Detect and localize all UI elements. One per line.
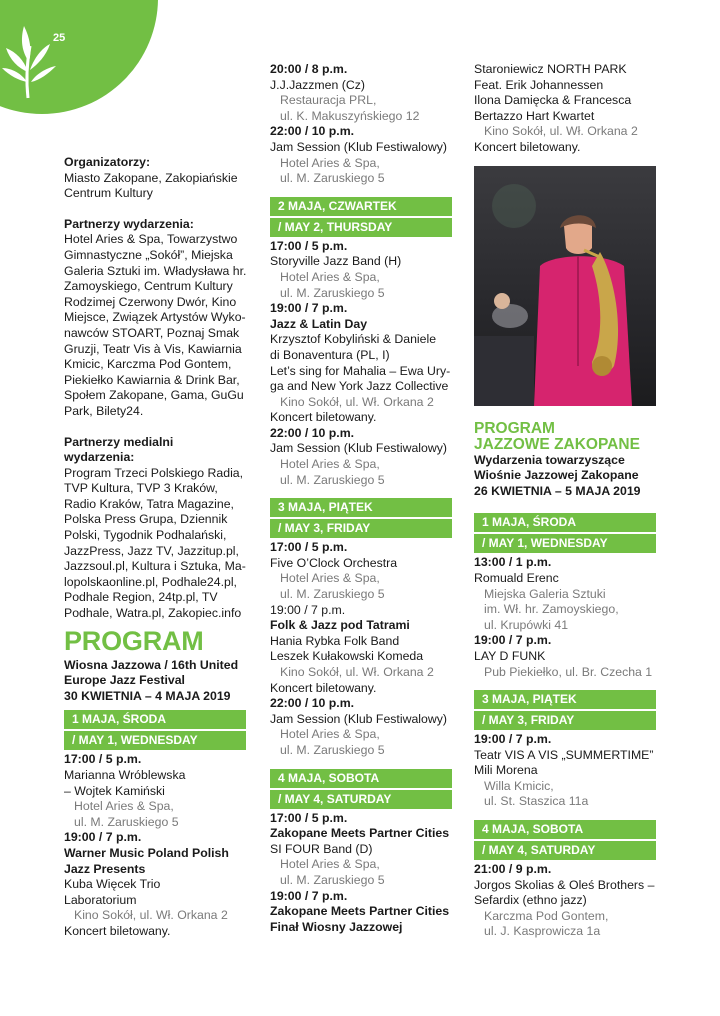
day-header-en: / MAY 4, SATURDAY: [474, 841, 656, 860]
column-left: [64, 155, 254, 940]
event-venue: Karczma Pod Gontem,: [484, 908, 609, 923]
event-venue: ul. J. Kasprowicza 1a: [484, 924, 601, 939]
day-header-en: / MAY 1, WEDNESDAY: [64, 731, 246, 750]
event-performer: Romuald Erenc: [474, 570, 559, 585]
festival-subtitle: [64, 658, 254, 705]
event-time: 17:00 / 5 p.m.: [64, 752, 142, 767]
event-time: 21:00 / 9 p.m.: [474, 862, 552, 877]
event-title: Folk & Jazz pod Tatrami: [270, 618, 410, 633]
partners-text: [64, 232, 254, 419]
event-list: [474, 732, 664, 810]
saxophonist-photo: [474, 166, 656, 406]
event-venue: Kino Sokół, ul. Wł. Orkana 2: [280, 394, 434, 409]
event-list: [64, 752, 254, 939]
day-header: [270, 498, 452, 538]
column-middle: [270, 62, 460, 935]
program-jazz-zakopane-heading: [474, 421, 664, 453]
day-header: [474, 820, 656, 860]
event-item: [474, 633, 664, 680]
text-line: Galeria Sztuki im. Władysława hr.: [64, 263, 247, 278]
text-line: Kino Sokół, ul. Wł. Orkana 2: [484, 124, 638, 139]
text-line: Społem Zakopane, Gama, GuGu: [64, 388, 244, 403]
text-line: Hotel Aries & Spa, Towarzystwo: [64, 232, 238, 247]
event-venue: Hotel Aries & Spa,: [74, 799, 174, 814]
event-performer: Five O’Clock Orchestra: [270, 555, 398, 570]
text-line: Program Trzeci Polskiego Radia,: [64, 465, 244, 480]
text-line: Wiosna Jazzowa / 16th United: [64, 657, 239, 672]
text-line: Staroniewicz NORTH PARK: [474, 62, 627, 76]
event-venue: ul. M. Zaruskiego 5: [280, 872, 385, 887]
event-list: [270, 811, 460, 936]
event-venue: Hotel Aries & Spa,: [280, 571, 380, 586]
event-venue: ul. Krupówki 41: [484, 617, 569, 632]
text-line: Rodzimej Czerwony Dwór, Kino: [64, 294, 237, 309]
text-line: Europe Jazz Festival: [64, 673, 185, 688]
text-line: Wydarzenia towarzyszące: [474, 452, 625, 467]
event-venue: ul. M. Zaruskiego 5: [280, 285, 385, 300]
event-time: 19:00 / 7 p.m.: [270, 602, 346, 617]
event-item: [474, 862, 664, 940]
ticket-note: Koncert biletowany.: [270, 680, 377, 695]
event-performer: Teatr VIS A VIS „SUMMERTIME”: [474, 747, 654, 762]
text-line: Piekiełko Kawiarnia & Drink Bar,: [64, 372, 240, 387]
event-title: Zakopane Meets Partner Cities: [270, 904, 450, 919]
day-header: [270, 197, 452, 237]
day-header-en: / MAY 1, WEDNESDAY: [474, 534, 656, 553]
text-line: Podhale, Watra.pl, Zakopiec.info: [64, 606, 242, 621]
event-venue: Willa Kmicic,: [484, 778, 554, 793]
event-performer: Jam Session (Klub Festiwalowy): [270, 441, 447, 456]
event-item: [270, 696, 460, 758]
event-item: [64, 830, 254, 939]
event-performer: Laboratorium: [64, 892, 137, 907]
event-list: [474, 555, 664, 680]
day-header-en: / MAY 3, FRIDAY: [474, 711, 656, 730]
event-performer: Storyville Jazz Band (H): [270, 254, 402, 269]
event-performer: di Bonaventura (PL, I): [270, 347, 390, 362]
text-line: Gimnastyczne „Sokół”, Miejska: [64, 247, 233, 262]
event-time: 20:00 / 8 p.m.: [270, 62, 348, 76]
event-performer: Jorgos Skolias & Oleś Brothers –: [474, 877, 655, 892]
text-line: nawców STOART, Poznaj Smak: [64, 325, 240, 340]
event-list: [270, 239, 460, 489]
text-line: Koncert biletowany.: [474, 139, 581, 154]
text-line: Polska Press Grupa, Dziennik: [64, 512, 228, 527]
event-performer: Marianna Wróblewska: [64, 768, 186, 782]
event-performer: Jam Session (Klub Festiwalowy): [270, 139, 447, 154]
text-line: Partnerzy medialni: [64, 434, 174, 449]
event-list: [474, 862, 664, 940]
event-title: Finał Wiosny Jazzowej: [270, 919, 403, 934]
day-header-pl: 4 MAJA, SOBOTA: [474, 820, 656, 839]
event-time: 13:00 / 1 p.m.: [474, 555, 552, 570]
text-line: PROGRAM: [474, 419, 555, 437]
text-line: Polski, Tygodnik Podhalański,: [64, 528, 227, 543]
event-venue: im. Wł. hr. Zamoyskiego,: [484, 602, 619, 617]
event-time: 19:00 / 7 p.m.: [270, 888, 348, 903]
event-performer: LAY D FUNK: [474, 648, 546, 663]
ticket-note: Koncert biletowany.: [64, 923, 171, 938]
text-line: Jazzsoul.pl, Kultura i Sztuka, Ma-: [64, 559, 246, 574]
text-line: JazzPress, Jazz TV, Jazzitup.pl,: [64, 543, 239, 558]
event-item: [270, 540, 460, 602]
event-venue: [474, 124, 664, 140]
event-item: [270, 603, 460, 697]
event-list: [270, 540, 460, 758]
event-venue: ul. K. Makuszyńskiego 12: [280, 108, 420, 123]
program-heading: PROGRAM: [64, 625, 204, 656]
text-line: Gruzji, Teatr Vis à Vis, Kawiarnia: [64, 341, 242, 356]
text-line: Centrum Kultury: [64, 186, 153, 201]
event-item: [270, 124, 460, 186]
ticket-note: Koncert biletowany.: [270, 410, 377, 425]
event-venue: Restauracja PRL,: [280, 93, 377, 108]
event-venue: ul. M. Zaruskiego 5: [280, 742, 385, 757]
event-performer: Kuba Więcek Trio: [64, 877, 161, 892]
day-header: [474, 690, 656, 730]
day-header: [474, 513, 656, 553]
leaf-logo-icon: [0, 22, 58, 102]
text-line: Radio Kraków, Tatra Magazine,: [64, 496, 234, 511]
text-line: lopolskaonline.pl, Podhale24.pl,: [64, 574, 237, 589]
day-header-pl: 3 MAJA, PIĄTEK: [474, 690, 656, 709]
event-list: [270, 62, 460, 187]
program-jazz-zakopane-subtitle: [474, 453, 664, 500]
text-line: JAZZOWE ZAKOPANE: [474, 435, 640, 453]
text-line: Kmicic, Karczma Pod Gontem,: [64, 357, 232, 372]
event-venue: ul. M. Zaruskiego 5: [280, 587, 385, 602]
organizers-text: [64, 171, 254, 202]
text-line: Ilona Damięcka & Francesca: [474, 93, 632, 108]
day-header-pl: 2 MAJA, CZWARTEK: [270, 197, 452, 216]
event-time: 19:00 / 7 p.m.: [64, 830, 142, 845]
event-title: Zakopane Meets Partner Cities: [270, 826, 450, 841]
event-performer: – Wojtek Kamiński: [64, 783, 165, 798]
day-sections: [270, 197, 460, 936]
event-title: Jazz Presents: [64, 861, 146, 876]
event-venue: Kino Sokół, ul. Wł. Orkana 2: [74, 908, 228, 923]
event-item: [474, 732, 664, 810]
event-time: 22:00 / 10 p.m.: [270, 425, 355, 440]
event-performer: Krzysztof Kobyliński & Daniele: [270, 332, 437, 347]
event-venue: ul. M. Zaruskiego 5: [74, 814, 179, 829]
event-item: [270, 301, 460, 426]
event-title: Warner Music Poland Polish: [64, 845, 229, 860]
text-line: Park, Bilety24.: [64, 403, 144, 418]
partners-title: Partnerzy wydarzenia:: [64, 216, 194, 231]
page-number: 25: [53, 32, 66, 44]
event-item: [270, 811, 460, 889]
event-venue: ul. M. Zaruskiego 5: [280, 171, 385, 186]
media-partners-title: [64, 435, 254, 466]
event-venue: Hotel Aries & Spa,: [280, 857, 380, 872]
event-performer: Mili Morena: [474, 763, 538, 778]
event-item: [270, 239, 460, 301]
day-header-en: / MAY 2, THURSDAY: [270, 218, 452, 237]
event-item: [270, 62, 460, 124]
event-time: 19:00 / 7 p.m.: [270, 301, 348, 316]
event-venue: Hotel Aries & Spa,: [280, 727, 380, 742]
event-item: [270, 889, 460, 936]
day-header: [270, 769, 452, 809]
event-performer: ga and New York Jazz Collective: [270, 379, 449, 394]
event-venue: Hotel Aries & Spa,: [280, 155, 380, 170]
day-header-pl: 1 MAJA, ŚRODA: [64, 710, 246, 729]
event-venue: Pub Piekiełko, ul. Br. Czecha 1: [484, 664, 653, 679]
event-item: [270, 426, 460, 488]
text-line: 30 KWIETNIA – 4 MAJA 2019: [64, 688, 231, 703]
event-performer: Let’s sing for Mahalia – Ewa Ury-: [270, 363, 451, 378]
event-item: [474, 555, 664, 633]
text-line: Feat. Erik Johannessen: [474, 77, 604, 92]
organizers-title: Organizatorzy:: [64, 155, 151, 169]
day-header-en: / MAY 3, FRIDAY: [270, 519, 452, 538]
event-time: 17:00 / 5 p.m.: [270, 540, 348, 555]
media-partners-text: [64, 466, 254, 622]
event-venue: Kino Sokół, ul. Wł. Orkana 2: [280, 665, 434, 679]
day-header-pl: 4 MAJA, SOBOTA: [270, 769, 452, 788]
event-time: 22:00 / 10 p.m.: [270, 124, 355, 139]
event-title: Jazz & Latin Day: [270, 316, 368, 331]
event-time: 22:00 / 10 p.m.: [270, 696, 355, 711]
event-venue: Hotel Aries & Spa,: [280, 269, 380, 284]
ticket-note: [474, 140, 664, 156]
text-line: Miejsce, Związek Artystów Wyko-: [64, 310, 246, 325]
text-line: Zamoyskiego, Centrum Kultury: [64, 279, 233, 294]
text-line: 26 KWIETNIA – 5 MAJA 2019: [474, 483, 641, 498]
event-performer: J.J.Jazzmen (Cz): [270, 77, 365, 92]
text-line: Podhale Region, 24tp.pl, TV: [64, 590, 218, 605]
day-header-en: / MAY 4, SATURDAY: [270, 790, 452, 809]
event-venue: ul. M. Zaruskiego 5: [280, 472, 385, 487]
text-line: Miasto Zakopane, Zakopiańskie: [64, 170, 238, 185]
top-lines: [474, 62, 664, 124]
text-line: Wiośnie Jazzowej Zakopane: [474, 468, 639, 483]
event-performer: Leszek Kułakowski Komeda: [270, 649, 424, 664]
text-line: TVP Kultura, TVP 3 Kraków,: [64, 481, 218, 496]
event-performer: Hania Rybka Folk Band: [270, 633, 400, 648]
event-performer: Sefardix (ethno jazz): [474, 893, 587, 908]
event-venue: Hotel Aries & Spa,: [280, 457, 380, 472]
event-performer: Jam Session (Klub Festiwalowy): [270, 711, 447, 726]
column-right: [474, 62, 664, 940]
day-header-pl: 1 MAJA, ŚRODA: [474, 513, 656, 532]
event-venue: Miejska Galeria Sztuki: [484, 586, 606, 601]
event-performer: SI FOUR Band (D): [270, 841, 373, 856]
day-header-pl: 3 MAJA, PIĄTEK: [270, 498, 452, 517]
event-venue: ul. St. Staszica 11a: [484, 794, 589, 809]
event-time: 17:00 / 5 p.m.: [270, 810, 348, 825]
text-line: wydarzenia:: [64, 450, 135, 465]
day-header: [64, 710, 246, 750]
event-time: 19:00 / 7 p.m.: [474, 633, 552, 648]
event-time: 19:00 / 7 p.m.: [474, 732, 552, 747]
event-item: [64, 752, 254, 830]
day-sections: [474, 513, 664, 940]
event-time: 17:00 / 5 p.m.: [270, 238, 348, 253]
text-line: Bertazzo Hart Kwartet: [474, 108, 595, 123]
